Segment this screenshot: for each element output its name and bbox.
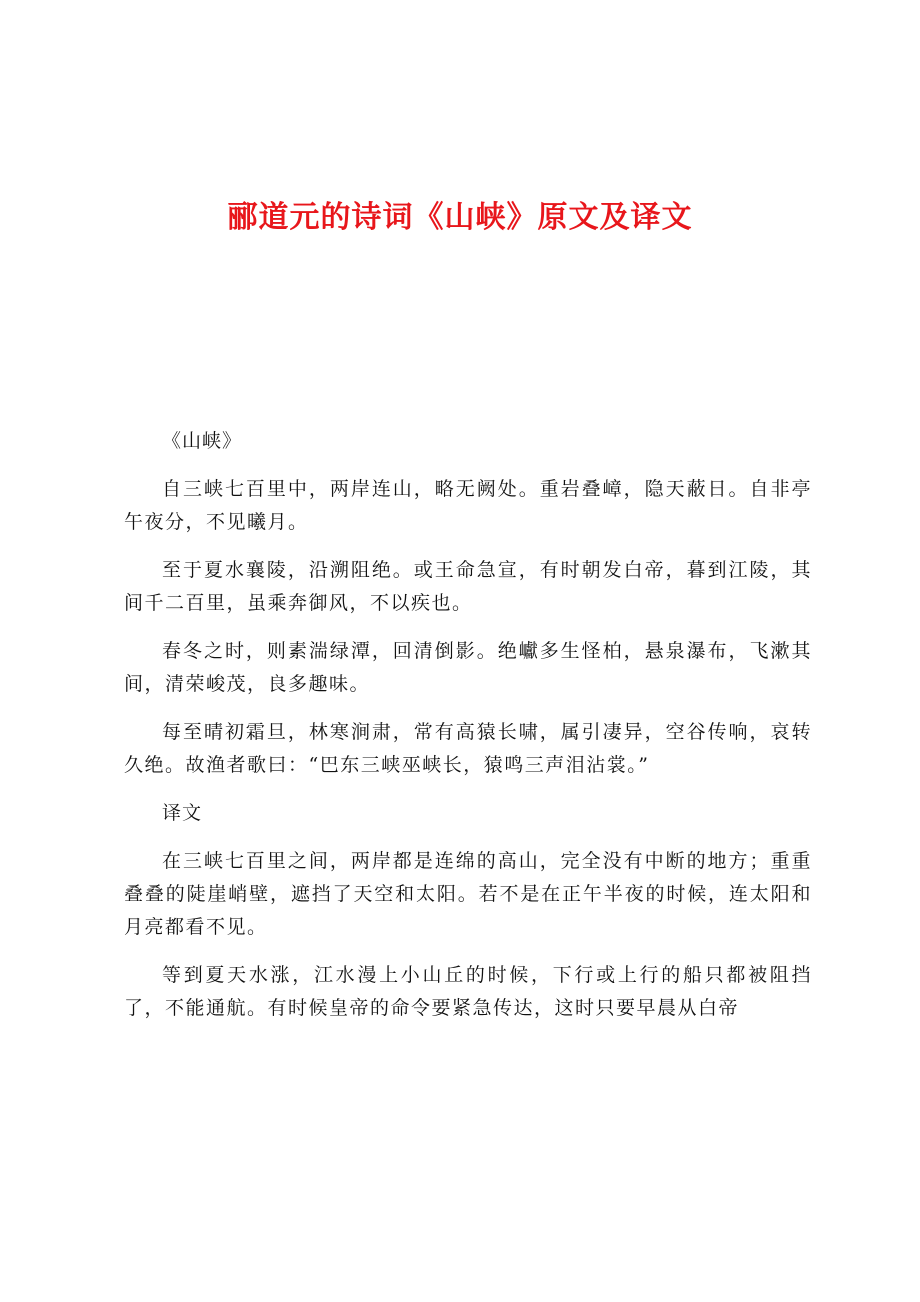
- translation-paragraph-2: 等到夏天水涨，江水漫上小山丘的时候，下行或上行的船只都被阻挡了，不能通航。有时候皇帝的命令要紧急传达，这时只要早晨从白帝: [124, 964, 812, 1019]
- poem-heading: 《山峡》: [162, 430, 243, 452]
- original-paragraph-1: 自三峡七百里中，两岸连山，略无阙处。重岩叠嶂，隐天蔽日。自非亭午夜分，不见曦月。: [124, 478, 812, 533]
- document-body: [124, 425, 812, 1040]
- translation-paragraph-1: 在三峡七百里之间，两岸都是连绵的高山，完全没有中断的地方；重重叠叠的陡崖峭壁，遮挡了天空和太阳。若不是在正午半夜的时候，连太阳和月亮都看不见。: [124, 850, 812, 938]
- document-title: 郦道元的诗词《山峡》原文及译文: [227, 200, 693, 235]
- original-paragraph-4: 每至晴初霜旦，林寒涧肃，常有高猿长啸，属引凄异，空谷传响，哀转久绝。故渔者歌曰：“巴东三峡巫峡长，猿鸣三声泪沾裳。”: [124, 721, 812, 776]
- translation-heading: 译文: [162, 802, 203, 824]
- original-paragraph-3: 春冬之时，则素湍绿潭，回清倒影。绝巘多生怪柏，悬泉瀑布，飞漱其间，清荣峻茂，良多趣味。: [124, 640, 812, 695]
- original-paragraph-2: 至于夏水襄陵，沿溯阻绝。或王命急宣，有时朝发白帝，暮到江陵，其间千二百里，虽乘奔御风，不以疾也。: [124, 559, 812, 614]
